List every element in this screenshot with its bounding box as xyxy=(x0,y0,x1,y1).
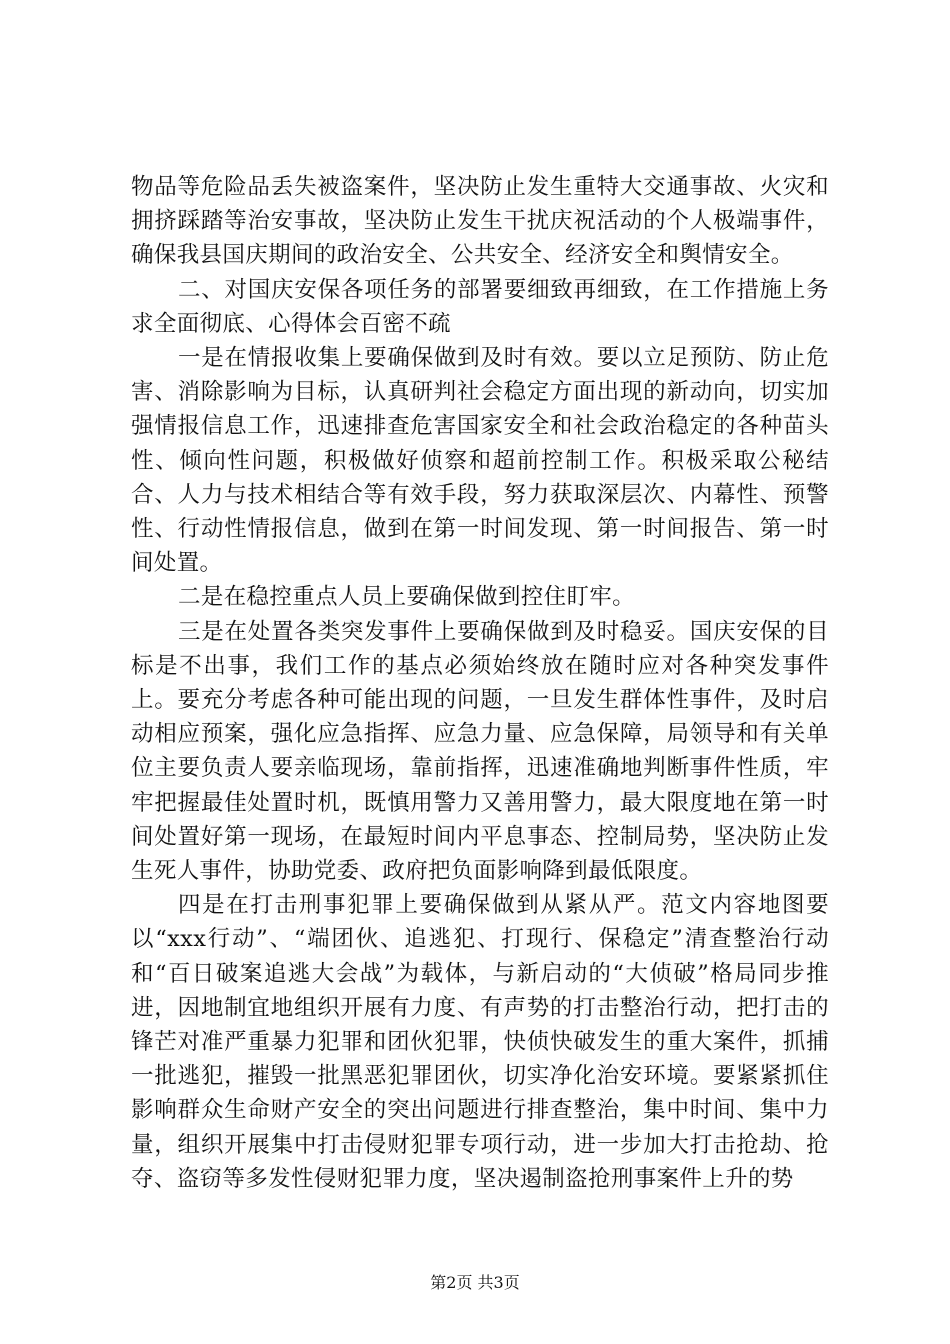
paragraph: 二是在稳控重点人员上要确保做到控住盯牢。 xyxy=(178,584,636,611)
paragraph: 三是在处置各类突发事件上要确保做到及时稳妥。国庆安保的目标是不出事，我们工作的基点必须始终放在随时应对各种突发事件上。要充分考虑各种可能出现的问题，一旦发生群体性事件，及时启动相应预案，强化应急指挥、应急力量、应急保障，局领导和有关单位主要负责人要亲临现场，靠前指挥，迅速准确地判断事件性质，牢牢把握最佳处置时机，既慎用警力又善用警力，最大限度地在第一时间处置好第一现场，在最短时间内平息事态、控制局势，坚决防止发生死人事件，协助党委、政府把负面影响降到最低限度。 xyxy=(131,618,829,885)
paragraph: 四是在打击刑事犯罪上要确保做到从紧从严。范文内容地图要以“xxx行动”、“端团伙、追逃犯、打现行、保稳定”清查整治行动和“百日破案追逃大会战”为载体，与新启动的“大侦破”格局同步推进，因地制宜地组织开展有力度、有声势的打击整治行动，把打击的锋芒对准严重暴力犯罪和团伙犯罪，快侦快破发生的重大案件，抓捕一批逃犯，摧毁一批黑恶犯罪团伙，切实净化治安环境。要紧紧抓住影响群众生命财产安全的突出问题进行排查整治，集中时间、集中力量，组织开展集中打击侵财犯罪专项行动，进一步加大打击抢劫、抢夺、盗窃等多发性侵财犯罪力度，坚决遏制盗抢刑事案件上升的势 xyxy=(131,892,829,1192)
paragraph: 物品等危险品丢失被盗案件，坚决防止发生重特大交通事故、火灾和拥挤踩踏等治安事故，坚决防止发生干扰庆祝活动的个人极端事件，确保我县国庆期间的政治安全、公共安全、经济安全和舆情安全。 xyxy=(131,174,829,269)
paragraph: 一是在情报收集上要确保做到及时有效。要以立足预防、防止危害、消除影响为目标，认真研判社会稳定方面出现的新动向，切实加强情报信息工作，迅速排查危害国家安全和社会政治稳定的各种苗头性、倾向性问题，积极做好侦察和超前控制工作。积极采取公秘结合、人力与技术相结合等有效手段，努力获取深层次、内幕性、预警性、行动性情报信息，做到在第一时间发现、第一时间报告、第一时间处置。 xyxy=(131,345,829,577)
paragraph: 二、对国庆安保各项任务的部署要细致再细致，在工作措施上务求全面彻底、心得体会百密不疏 xyxy=(131,276,829,337)
document-body xyxy=(131,170,829,1196)
page-footer: 第2页 共3页 xyxy=(430,1273,520,1292)
